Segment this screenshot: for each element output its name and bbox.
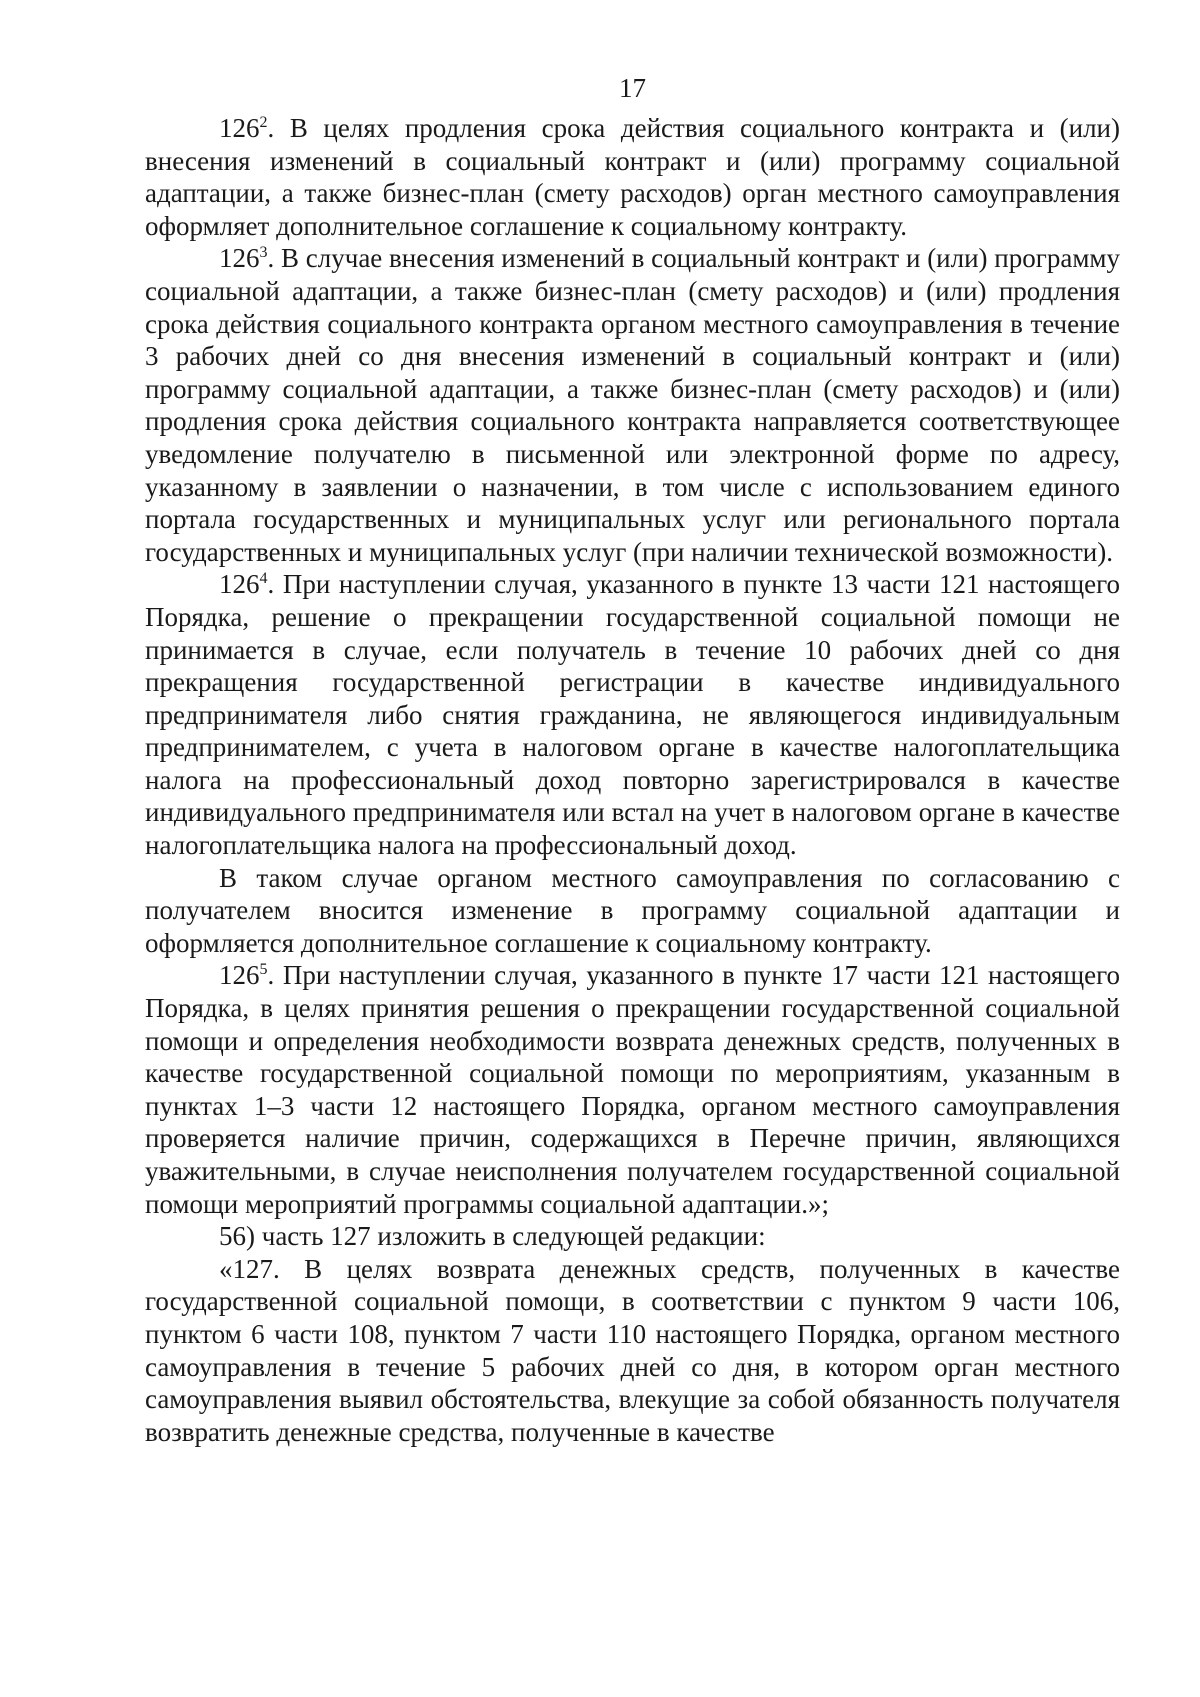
- paragraph-number: [219, 960, 268, 990]
- paragraph-number: [219, 569, 268, 599]
- paragraph-126-3: [145, 242, 1120, 568]
- paragraph-126-2: [145, 112, 1120, 242]
- paragraph-126-5: [145, 959, 1120, 1220]
- paragraph-number-base: 126: [219, 960, 260, 991]
- paragraph-text: В таком случае органом местного самоуправления по согласованию с получателем вносится изменение в программу социальной адаптации и оформляется дополнительное соглашение к социальному контракту.: [145, 862, 1120, 958]
- paragraph-continuation: [145, 862, 1120, 960]
- paragraph-number-superscript: 5: [259, 961, 268, 979]
- paragraph-number-base: 126: [219, 569, 260, 600]
- paragraph-number-base: 126: [219, 113, 260, 143]
- paragraph-number-superscript: 3: [259, 244, 268, 262]
- page-number: 17: [619, 73, 646, 103]
- paragraph-127: [145, 1253, 1120, 1449]
- document-page: [145, 70, 1120, 1448]
- paragraph-text: 56) часть 127 изложить в следующей редакции:: [219, 1221, 766, 1252]
- paragraph-text: . При наступлении случая, указанного в пункте 13 части 121 настоящего Порядка, решение о прекращении государственной социальной помощи не принимается в случае, если получатель в течение 10 рабочих дней со дня прекращения государственной регистрации в качестве индивидуального предпринимателя либо снятия гражданина, не являющегося индивидуальным предпринимателем, с учета в налоговом органе в качестве налогоплательщика налога на профессиональный доход повторно зарегистрировался в качестве индивидуального предпринимателя или встал на учет в налоговом органе в качестве налогоплательщика налога на профессиональный доход.: [145, 569, 1120, 861]
- paragraph-number: [219, 243, 268, 273]
- paragraph-126-4: [145, 568, 1120, 861]
- paragraph-number-superscript: 4: [259, 570, 268, 588]
- paragraph-number-superscript: 2: [259, 114, 268, 131]
- paragraph-number-base: 126: [219, 243, 260, 274]
- paragraph-item-56: [145, 1220, 1120, 1253]
- paragraph-number: [219, 113, 268, 143]
- paragraph-text: . В случае внесения изменений в социальный контракт и (или) программу социальной адаптации, а также бизнес-план (смету расходов) и (или) продления срока действия социального контракта органом местного самоуправления в течение 3 рабочих дней со дня внесения изменений в социальный контракт и (или) программу социальной адаптации, а также бизнес-план (смету расходов) и (или) продления срока действия социального контракта направляется соответствующее уведомление получателю в письменной или электронной форме по адресу, указанному в заявлении о назначении, в том числе с использованием единого портала государственных и муниципальных услуг или регионального портала государственных и муниципальных услуг (при наличии технической возможности).: [145, 243, 1120, 567]
- paragraph-text: «127. В целях возврата денежных средств, полученных в качестве государственной социальной помощи, в соответствии с пунктом 9 части 106, пунктом 6 части 108, пунктом 7 части 110 настоящего Порядка, органом местного самоуправления в течение 5 рабочих дней со дня, в котором орган местного самоуправления выявил обстоятельства, влекущие за собой обязанность получателя возвратить денежные средства, полученные в качестве: [145, 1253, 1120, 1447]
- paragraph-text: . При наступлении случая, указанного в пункте 17 части 121 настоящего Порядка, в целях принятия решения о прекращении государственной социальной помощи и определения необходимости возврата денежных средств, полученных в качестве государственной социальной помощи по мероприятиям, указанным в пунктах 1–3 части 12 настоящего Порядка, органом местного самоуправления проверяется наличие причин, содержащихся в Перечне причин, являющихся уважительными, в случае неисполнения получателем государственной социальной помощи мероприятий программы социальной адаптации.»;: [145, 960, 1120, 1219]
- paragraph-text: . В целях продления срока действия социального контракта и (или) внесения изменений в социальный контракт и (или) программу социальной адаптации, а также бизнес-план (смету расходов) орган местного самоуправления оформляет дополнительное соглашение к социальному контракту.: [145, 113, 1120, 241]
